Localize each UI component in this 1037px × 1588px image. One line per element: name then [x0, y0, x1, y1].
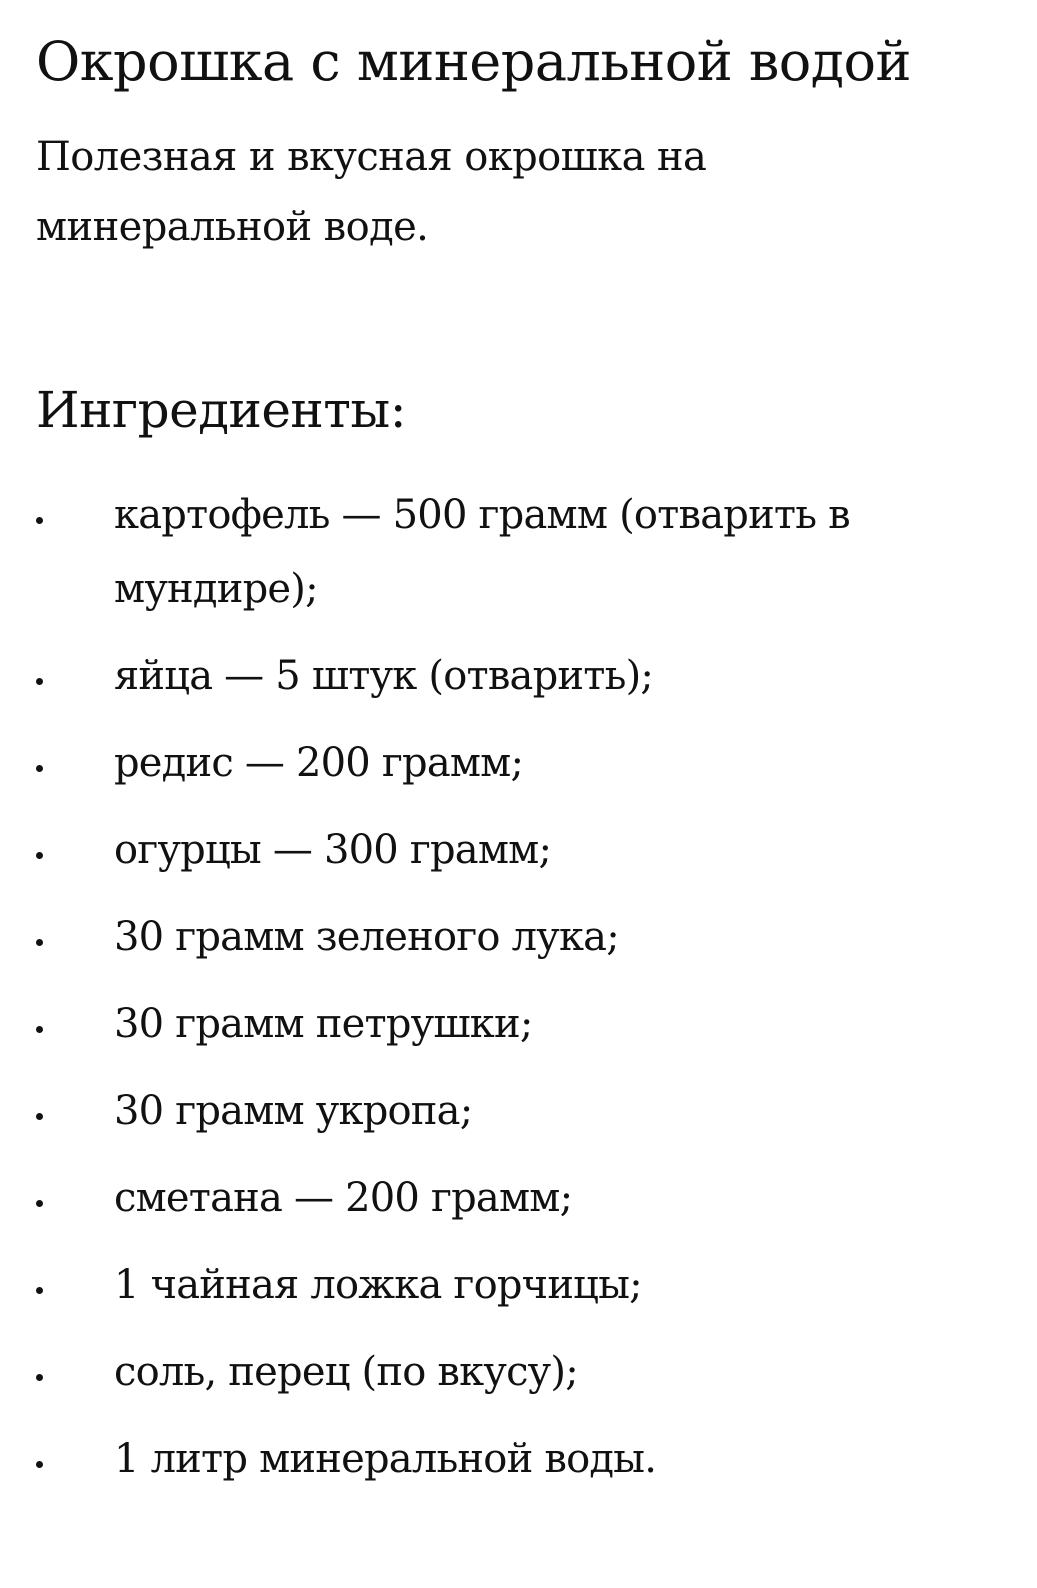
ingredient-item	[36, 813, 994, 887]
ingredient-text: 1 литр минеральной воды.	[114, 1436, 657, 1482]
bullet-icon	[36, 1026, 43, 1033]
bullet-icon	[36, 765, 43, 772]
ingredient-item	[36, 987, 994, 1061]
recipe-description: Полезная и вкусная окрошка на минеральной воде.	[36, 134, 707, 250]
ingredient-text: соль, перец (по вкусу);	[114, 1349, 578, 1395]
ingredient-item	[36, 1335, 994, 1409]
ingredient-text: 30 грамм петрушки;	[114, 1001, 533, 1047]
ingredient-item	[36, 639, 994, 713]
bullet-icon	[36, 852, 43, 859]
ingredient-text: 1 чайная ложка горчицы;	[114, 1262, 642, 1308]
ingredient-text: картофель — 500 грамм (отварить в мундире);	[114, 492, 850, 612]
ingredient-item	[36, 1161, 994, 1235]
ingredient-text: редис — 200 грамм;	[114, 740, 524, 786]
ingredient-text: 30 грамм укропа;	[114, 1088, 473, 1134]
page-title: Окрошка с минеральной водой	[36, 30, 912, 93]
ingredient-item	[36, 1074, 994, 1148]
ingredient-item	[36, 900, 994, 974]
ingredient-text: 30 грамм зеленого лука;	[114, 914, 619, 960]
bullet-icon	[36, 678, 43, 685]
ingredient-text: огурцы — 300 грамм;	[114, 827, 552, 873]
bullet-icon	[36, 1287, 43, 1294]
ingredient-item	[36, 1422, 994, 1496]
ingredient-text: яйца — 5 штук (отварить);	[114, 653, 654, 699]
ingredient-item	[36, 726, 994, 800]
ingredients-list	[36, 478, 1001, 1496]
bullet-icon	[36, 939, 43, 946]
bullet-icon	[36, 517, 43, 524]
ingredients-heading: Ингредиенты:	[36, 381, 407, 439]
bullet-icon	[36, 1200, 43, 1207]
ingredient-item	[36, 1248, 994, 1322]
ingredient-item	[36, 478, 994, 626]
bullet-icon	[36, 1461, 43, 1468]
bullet-icon	[36, 1374, 43, 1381]
ingredient-text: сметана — 200 грамм;	[114, 1175, 573, 1221]
bullet-icon	[36, 1113, 43, 1120]
